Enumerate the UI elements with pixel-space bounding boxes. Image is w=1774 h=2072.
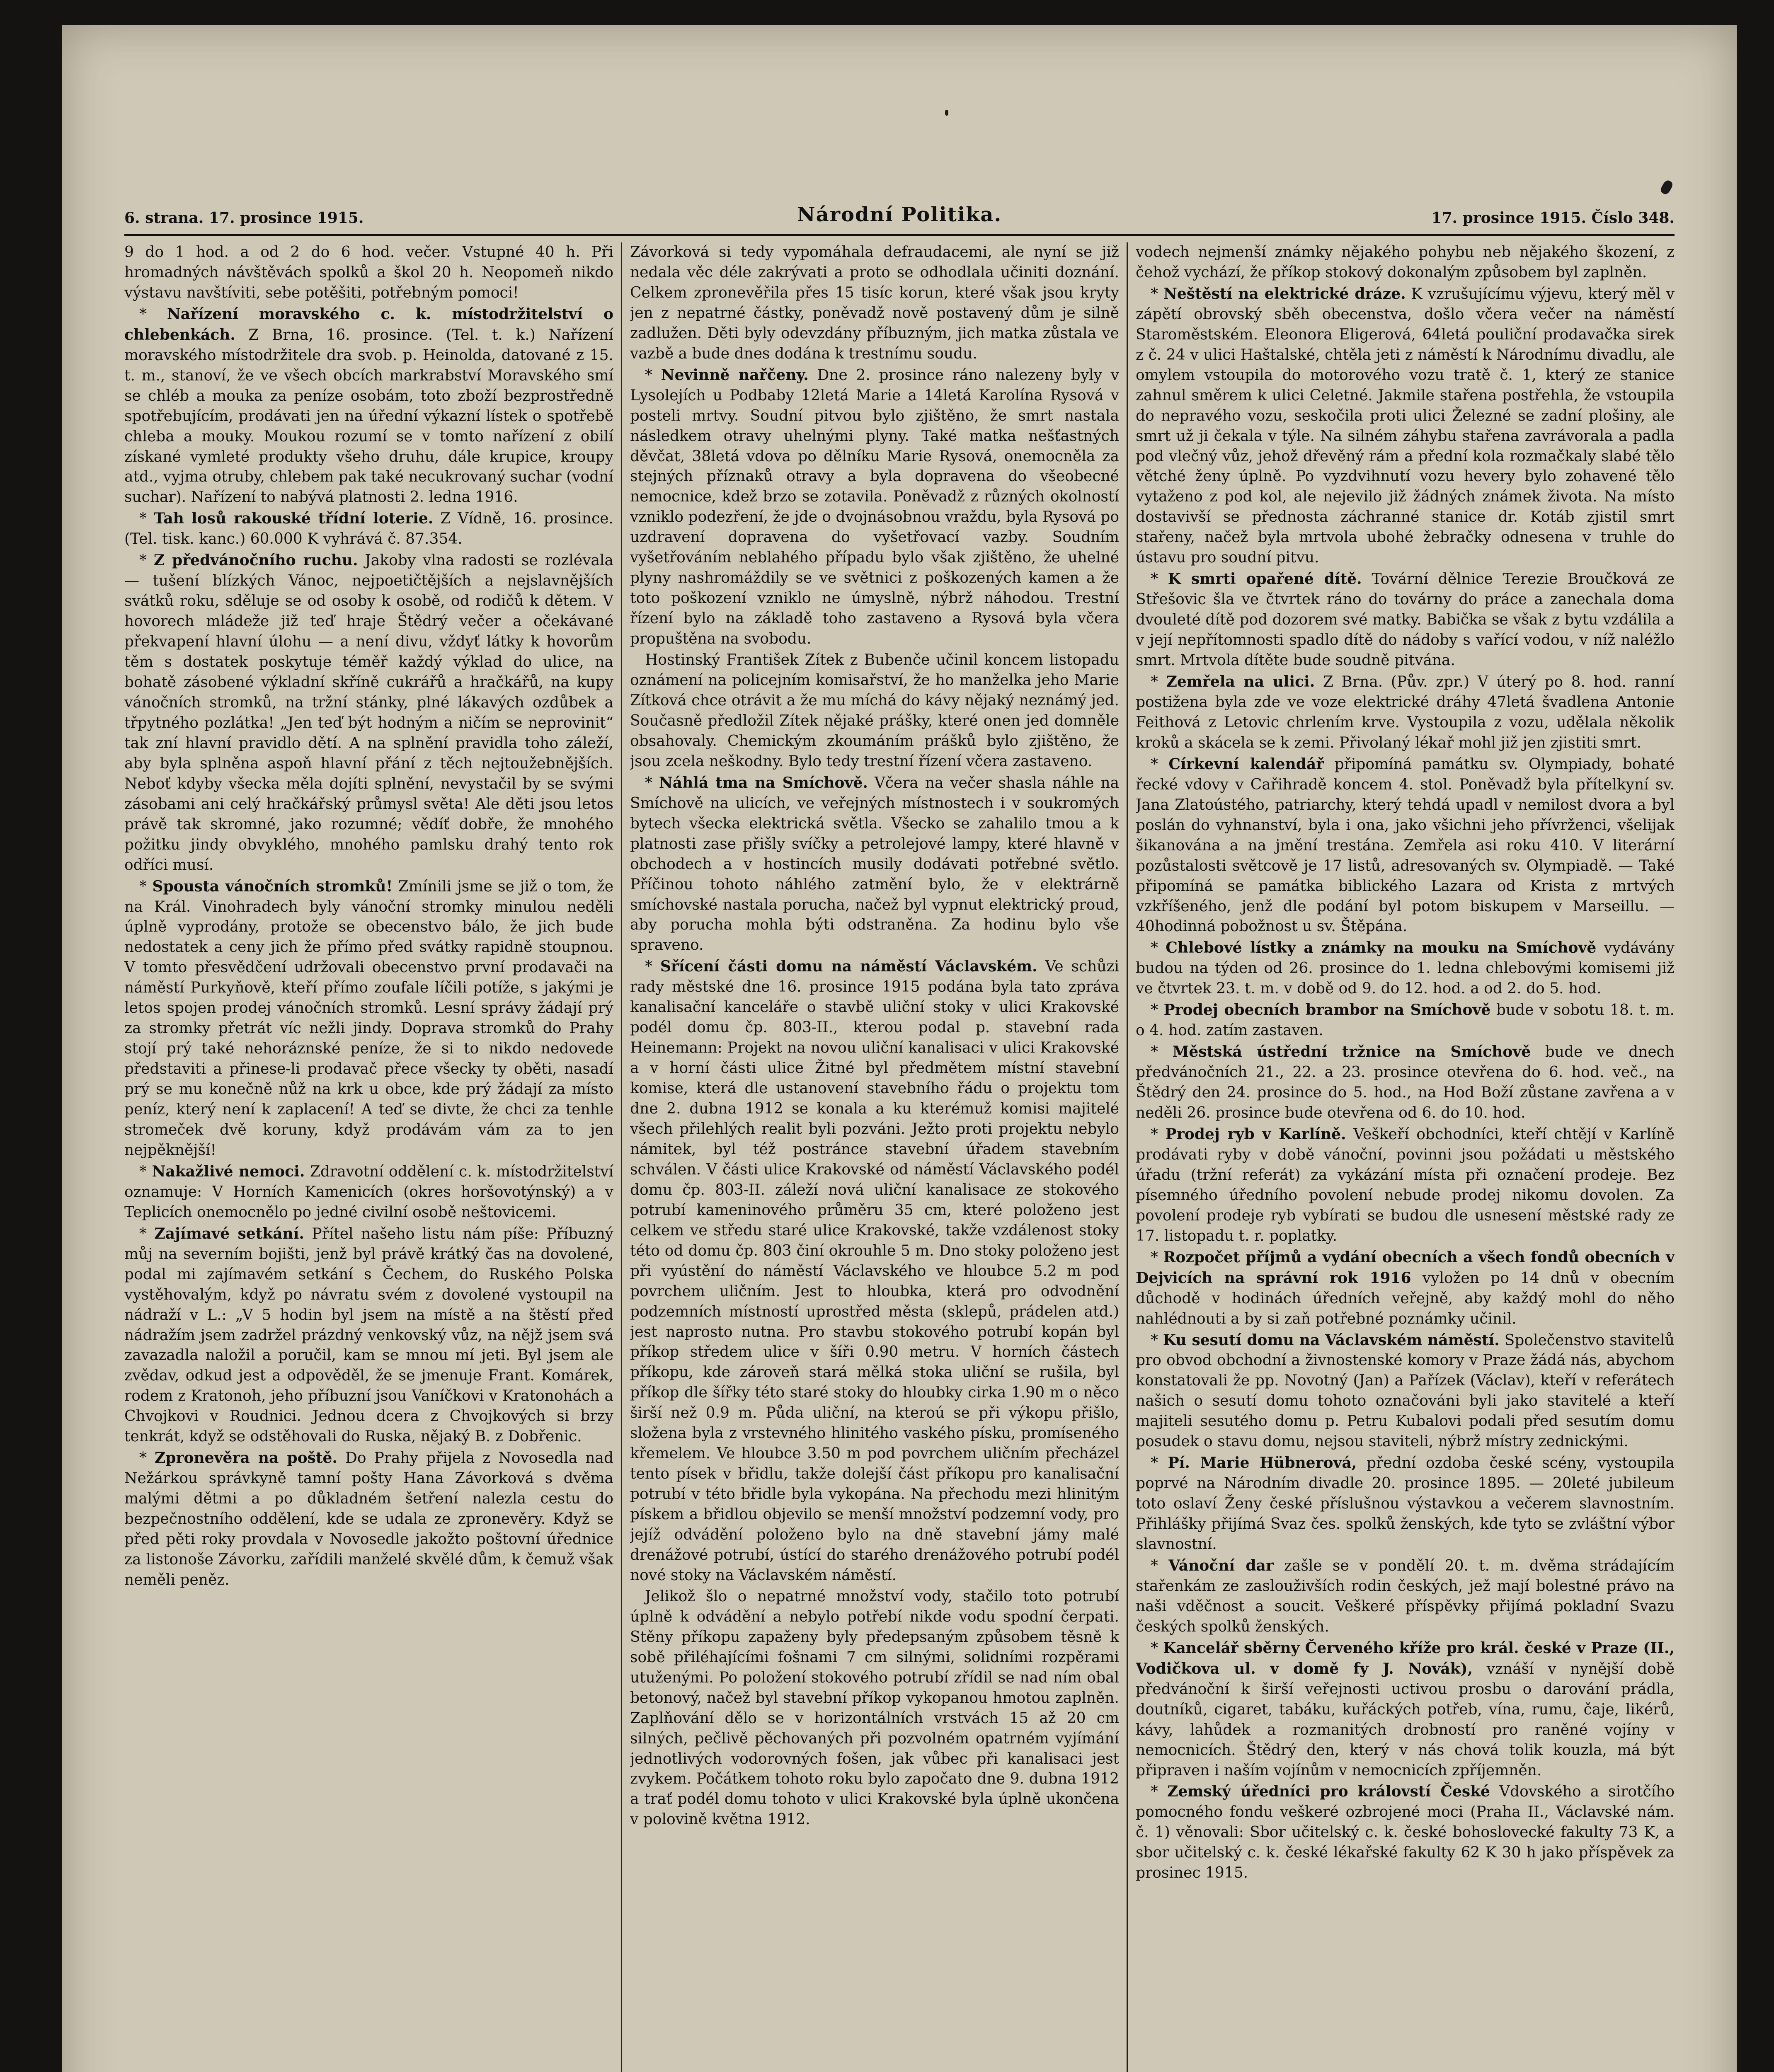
article-paragraph <box>630 242 1119 364</box>
article-text: Jelikož šlo o nepatrné množství vody, stačilo toto potrubí úplně k odvádění a nebylo potřebí nikde vodu spodní čerpati. Stěny příkopu zapaženy byly předepsaným způsobem těsně k sobě přiléhajícími fošnami 7 cm silnými, solidními rozpěrami utuženými. Po položení stokového potrubí zřídil se nad ním obal betonový, načež byl stavební příkop vykopanou hmotou zaplněn. Zaplňování dělo se v horizontálních vrstvách 15 až 20 cm silných, pečlivě pěchovaných při pozvolném opatrném vyjímání jednotlivých vodorovných fošen, jak vůbec při kanalisaci jest zvykem. Počátkem tohoto roku bylo započato dne 9. dubna 1912 a trať podél domu tohoto v ulici Krakovské byla úplně ukončena v polovině května 1912. <box>630 1588 1119 1828</box>
article-paragraph: * Tah losů rakouské třídní loterie. Z Vídně, 16. prosince. (Tel. tisk. kanc.) 60.000 K vyhrává č. 87.354. <box>124 510 613 548</box>
article-heading: Spousta vánočních stromků! <box>152 877 393 895</box>
print-speck <box>945 110 948 116</box>
article-text: zašle se v pondělí 20. t. m. dvěma strádajícím stařenkám ze zaslouživších rodin českých, jež mají bolestné právo na naši vděčnost a soucit. Veškeré příspěvky přijímá pokladní Svazu českých spolků ženských. <box>1136 1557 1675 1635</box>
print-speck <box>1659 179 1674 196</box>
header-right: 17. prosince 1915. Číslo 348. <box>1431 209 1675 227</box>
article-text: Jakoby vlna radosti se rozlévala — tušení blízkých Vánoc, nejpoetičtějších a nejslavnějších svátků roku, sděluje se od osoby k osobě, od rodičů k dětem. V hovorech mládeže již teď hraje Štědrý večer a očekávané překvapení hlavní úlohu — a není divu, vždyť látky k hovorům těm s dostatek poskytuje téměř každý výklad do ulice, na bohatě zásobené výkladní skříně cukrářů a hračkářů, na kupy vánočních stromků, na tržní stánky, plné lákavých ozdůbek a třpytného pozlátka! „Jen teď být hodným a ničím se neprovinit“ tak zní hlavní pravidlo dětí. A na splnění pravidla toho záleží, aby byla splněna aspoň hlavní přání z těch nejtoužebnějších. Neboť kdyby všecka měla dojíti splnění, nevystačil by se svými zásobami ani celý hračkářský průmysl světa! Ale děti jsou letos právě tak skromné, jako rozumné; vědíť dobře, že mnohého požitku jindy obvyklého, mnohého pamlsku drahý tento rok odříci musí. <box>124 552 613 874</box>
article-paragraph: * Chlebové lístky a známky na mouku na Smíchově vydávány budou na týden od 26. prosince do 1. ledna chlebovými komisemi již ve čtvrtek 23. t. m. v době od 9. do 12. hod. a od 2. do 5. hod. <box>1136 939 1675 997</box>
article-text: vodech nejmenší známky nějakého pohybu neb nějakého škození, z čehož vychází, že příkop stokový dokonalým způsobem byl zaplněn. <box>1136 244 1675 281</box>
article-text: Z Brna. (Pův. zpr.) V úterý po 8. hod. ranní postižena byla zde ve voze elektrické dráhy 47letá švadlena Antonie Feithová z Letovic chrlením krve. Vystoupila z vozu, udělala několik kroků a skácela se k zemi. Přivolaný lékař mohl již jen zjistiti smrt. <box>1136 673 1675 751</box>
article-text: bude ve dnech předvánočních 21., 22. a 23. prosince otevřena do 6. hod. več., na Štědrý den 24. prosince do 5. hod., na Hod Boží zůstane zavřena a v neděli 26. prosince bude otevřena od 6. do 10. hod. <box>1136 1043 1675 1122</box>
article-paragraph: * Zajímavé setkání. Přítel našeho listu nám píše: Příbuzný můj na severním bojišti, jenž byl právě krátký čas na dovolené, podal mi zajímavém setkání s Čechem, do Ruského Polska vystěhovalým, když po návratu svém z dovolené vystoupil na nádraží v L.: „V 5 hodin byl jsem na místě a na štěstí před nádražím jsem zadržel prázdný venkovský vůz, na nějž jsem svá zavazadla naložil a poručil, kam se mnou mí jeti. Byl jsem ale zvědav, odkud jest a odpověděl, že se jmenuje Frant. Komárek, rodem z Kratonoh, jeho příbuzní jsou Vaníčkovi v Kratonohách a Chvojkovi v Roudnici. Jednou dcera z Chvojkových si brzy tenkrát, když se odstěhovali do Ruska, nějaký B. z Dobřenic. <box>124 1225 613 1445</box>
article-paragraph: * Městská ústřední tržnice na Smíchově bude ve dnech předvánočních 21., 22. a 23. prosince otevřena do 6. hod. več., na Štědrý den 24. prosince do 5. hod., na Hod Boží zůstane zavřena a v neděli 26. prosince bude otevřena od 6. do 10. hod. <box>1136 1043 1675 1122</box>
article-heading: Městská ústřední tržnice na Smíchově <box>1172 1043 1531 1061</box>
article-paragraph: * Rozpočet příjmů a vydání obecních a všech fondů obecních v Dejvicích na správní rok 1916 vyložen po 14 dnů v obecním důchodě v hodinách úředních veřejně, aby každý mohl do něho nahlédnouti a by si zaň potřebné poznámky učinil. <box>1136 1248 1675 1327</box>
article-paragraph <box>1136 242 1675 283</box>
article-text: Společenstvo stavitelů pro obvod obchodní a živnostenské komory v Praze žádá nás, abychom konstatovali že pp. Novotný (Jan) a Pařízek (Václav), kteří v referátech našich o sesutí domu tohoto označováni byli jako stavitelé a kteří majiteli sesutého domu p. Petru Kubalovi podali před sesutím domu posudek o stavu domu, nejsou staviteli, nýbrž místry zednickými. <box>1136 1331 1675 1450</box>
article-heading: Tah losů rakouské třídní loterie. <box>153 510 434 528</box>
column-1 <box>124 242 613 2072</box>
header-rule <box>124 234 1675 236</box>
article-text: přední ozdoba české scény, vystoupila poprvé na Národním divadle 20. prosince 1895. — 20leté jubileum toto oslaví Ženy české příslušnou výstavkou a večerem slavnostním. Přihlášky přijímá Svaz čes. spolků ženských, kde tyto se zvláštní výbor slavnostní. <box>1136 1455 1675 1553</box>
article-text: K vzrušujícímu výjevu, který měl v zápětí obrovský sběh obecenstva, došlo včera večer na náměstí Staroměstském. Eleonora Eligerová, 64letá pouliční prodavačka sirek z č. 24 v ulici Haštalské, chtěla jeti z náměstí k Národnímu divadlu, ale omylem vstoupila do motorového vozu tratě č. 1, který ze stanice zahnul směrem k ulici Celetné. Jakmile stařena postřehla, že vstoupila do nepravého vozu, seskočila proti ulici Železné se zadní plošiny, ale smrt už ji čekala v týle. Na silném záhybu stařena zavrávorala a padla pod vlečný vůz, jehož dřevěný rám a přední kola rozmačkaly slabé tělo větché ženy úplně. Po vyzdvihnutí vozu hevery bylo zohavené tělo vytaženo z pod kol, ale nejevilo již žádných známek života. Na místo dostavivší se přednosta záchranné stanice dr. Kotáb zjistil smrt stařeny, načež byla mrtvola ubohé žebračky odnesena v truhle do ústavu pro soudní pitvu. <box>1136 285 1675 566</box>
article-text: Tovární dělnice Terezie Broučková ze Střešovic šla ve čtvrtek ráno do továrny do práce a zanechala doma dvouleté dítě pod dozorem své matky. Babička se však z bytu vzdálila a v její nepřítomnosti spadlo dítě do nádoby s vařící vodou, v níž naléžlo smrt. Mrtvola dítěte bude soudně pitvána. <box>1136 571 1675 669</box>
article-heading: Chlebové lístky a známky na mouku na Smíchově <box>1166 939 1597 957</box>
article-heading: Zemřela na ulici. <box>1166 673 1315 691</box>
article-heading: Prodej obecních brambor na Smíchově <box>1163 1001 1491 1019</box>
article-heading: Pí. Marie Hübnerová, <box>1168 1454 1357 1472</box>
article-paragraph <box>630 650 1119 772</box>
column-divider <box>1127 242 1128 2072</box>
article-text: Hostinský František Zítek z Bubenče učinil koncem listopadu oznámení na policejním komisařství, že ho manželka jeho Marie Zítková chce otrávit a že mu míchá do kávy nějaký neznámý jed. Současně předložil Zítek nějaké prášky, které onen jed domněle obsahovaly. Chemickým zkoumáním prášků bylo zjištěno, že jsou zcela neškodny. Bylo tedy trestní řízení včera zastaveno. <box>630 651 1119 770</box>
article-heading: Náhlá tma na Smíchově. <box>659 774 868 792</box>
article-text: připomíná památku sv. Olympiady, bohaté řecké vdovy v Cařihradě koncem 4. stol. Poněvadž byla přítelkyní sv. Jana Zlatoústého, patriarchy, který tehdá upadl v nemilost dvora a byl poslán do vyhnanství, byla i ona, jako všichni jeho přívrženci, všelijak šikanována a na jmění trestána. Zemřela asi roku 410. V literární pozůstalosti světcově je 17 listů, adresovaných sv. Olympiadě. — Také připomíná se památka biblického Lazara od Krista z mrtvých vzkříšeného, jenž dle podání byl potom biskupem v Marseillu. — 40hodinná pobožnost u sv. Štěpána. <box>1136 755 1675 935</box>
article-paragraph: * K smrti opařené dítě. Tovární dělnice Terezie Broučková ze Střešovic šla ve čtvrtek ráno do továrny do práce a zanechala doma dvouleté dítě pod dozorem své matky. Babička se však z bytu vzdálila a v její nepřítomnosti spadlo dítě do nádoby s vařící vodou, v níž naléžlo smrt. Mrtvola dítěte bude soudně pitvána. <box>1136 570 1675 669</box>
article-text: Veškeří obchodníci, kteří chtějí v Karlíně prodávati ryby v době vánoční, povinni jsou požádati u městského úřadu (tržní referát) za vykázání místa při označení prodeje. Bez písemného úředního povolení nebude prodej nikomu dovolen. Za povolení prodeje ryb vybírati se budou dle usnesení městské rady ze 17. listopadu t. r. poplatky. <box>1136 1126 1675 1244</box>
article-text: vydávány budou na týden od 26. prosince do 1. ledna chlebovými komisemi již ve čtvrtek 23. t. m. v době od 9. do 12. hod. a od 2. do 5. hod. <box>1136 939 1675 997</box>
article-text: Závorková si tedy vypomáhala defraudacemi, ale nyní se již nedala věc déle zakrývati a proto se odhodlala učiniti doznání. Celkem zpronevěřila přes 15 tisíc korun, které však jsou kryty jen z nepatrné částky, poněvadž nově postavený dům je silně zadlužen. Děti byly odevzdány příbuzným, jich matka zůstala ve vazbě a bude dnes dodána k trestnímu soudu. <box>630 244 1119 362</box>
article-paragraph: * Neštěstí na elektrické dráze. K vzrušujícímu výjevu, který měl v zápětí obrovský sběh obecenstva, došlo včera večer na náměstí Staroměstském. Eleonora Eligerová, 64letá pouliční prodavačka sirek z č. 24 v ulici Haštalské, chtěla jeti z náměstí k Národnímu divadlu, ale omylem vstoupila do motorového vozu tratě č. 1, který ze stanice zahnul směrem k ulici Celetné. Jakmile stařena postřehla, že vstoupila do nepravého vozu, seskočila proti ulici Železné se zadní plošiny, ale smrt už ji čekala v týle. Na silném záhybu stařena zavrávorala a padla pod vlečný vůz, jehož dřevěný rám a přední kola rozmačkaly slabé tělo větché ženy úplně. Po vyzdvihnutí vozu hevery bylo zohavené tělo vytaženo z pod kol, ale nejevilo již žádných známek života. Na místo dostavivší se přednosta záchranné stanice dr. Kotáb zjistil smrt stařeny, načež byla mrtvola ubohé žebračky odnesena v truhle do ústavu pro soudní pitvu. <box>1136 285 1675 566</box>
article-heading: Kancelář sběrny Červeného kříže pro král. české v Praze (II., Vodičkova ul. v domě fy J. Novák), <box>1136 1639 1675 1677</box>
article-text: vznáší v nynější době předvánoční k širší veřejnosti uctivou prosbu o darování prádla, doutníků, cigaret, tabáku, kuřáckých potřeb, vína, rumu, čaje, likérů, kávy, lahůdek a rozmanitých drobností pro raněné vojíny v nemocnicích. Štědrý den, který v nás chová tolik kouzla, má být připraven i naším vojínům v nemocnicích zpříjemněn. <box>1136 1660 1675 1779</box>
article-heading: Zajímavé setkání. <box>154 1225 304 1242</box>
article-text: 9 do 1 hod. a od 2 do 6 hod. večer. Vstupné 40 h. Při hromadných návštěvách spolků a škol 20 h. Neopomeň nikdo výstavu navštíviti, sebe potěšiti, potřebným pomoci! <box>124 244 613 301</box>
article-heading: Prodej ryb v Karlíně. <box>1165 1125 1346 1143</box>
masthead-title: Národní Politika. <box>797 203 1002 226</box>
article-heading: Nakažlivé nemoci. <box>152 1162 305 1180</box>
article-paragraph: * Nevinně nařčeny. Dne 2. prosince ráno nalezeny byly v Lysolejích u Podbaby 12letá Marie a 14letá Karolína Rysová v posteli mrtvy. Soudní pitvou bylo zjištěno, že smrt nastala následkem otravy uhelnými plyny. Také matka nešťastných děvčat, 38letá vdova po dělníku Marie Rysová, onemocněla za stejných příznaků otravy a byla dopravena do všeobecné nemocnice, kdež brzo se zotavila. Poněvadž z různých okolností vzniklo podezření, že jde o dvojnásobnou vraždu, byla Rysová po uzdravení dopravena do vyšetřovací vazby. Soudním vyšetřováním neblahého případu bylo však zjištěno, že uhelné plyny nashromáždily se ve světnici z poškozených kamen a že toto poškození vzniklo ne úmyslně, nýbrž náhodou. Trestní řízení bylo na základě toho zastaveno a Rysová byla včera propuštěna na svobodu. <box>630 366 1119 648</box>
article-paragraph: * Spousta vánočních stromků! Zmínili jsme se již o tom, že na Král. Vinohradech byly vánoční stromky minulou neděli úplně vyprodány, protože se obecenstvo bálo, že jich bude nedostatek a ceny jich že přímo před svátky rapidně stoupnou. V tomto přesvědčení udržovali obecenstvo první prodavači na náměstí Purkyňově, kteří přímo zoufale líčili potíže, s jakými je letos spojen prodej vánočních stromků. Lesní správy žádají prý za stromky přetrát víc nežli jindy. Doprava stromků do Prahy stojí prý také nehoráznské peníze, že si to nikdo nedovede představiti a přinese-li prodavač přece všecky ty oběti, nasadí prý se mu konečně nůž na krk u obce, kde prý žádají za místo peníz, který není k zaplacení! A teď se divte, že chci za tenhle stromeček dvě koruny, když prodávám vám za to jen nejpěknější! <box>124 877 613 1159</box>
column-divider <box>621 242 622 2072</box>
article-paragraph <box>630 1587 1119 1830</box>
article-heading: Sřícení části domu na náměstí Václavském. <box>660 958 1037 975</box>
article-paragraph: * Kancelář sběrny Červeného kříže pro král. české v Praze (II., Vodičkova ul. v domě fy J. Novák), vznáší v nynější době předvánoční k širší veřejnosti uctivou prosbu o darování prádla, doutníků, cigaret, tabáku, kuřáckých potřeb, vína, rumu, čaje, likérů, kávy, lahůdek a rozmanitých drobností pro raněné vojíny v nemocnicích. Štědrý den, který v nás chová tolik kouzla, má být připraven i naším vojínům v nemocnicích zpříjemněn. <box>1136 1639 1675 1779</box>
article-paragraph: * Církevní kalendář připomíná památku sv. Olympiady, bohaté řecké vdovy v Cařihradě koncem 4. stol. Poněvadž byla přítelkyní sv. Jana Zlatoústého, patriarchy, který tehdá upadl v nemilost dvora a byl poslán do vyhnanství, byla i ona, jako všichni jeho přívrženci, všelijak šikanována a na jmění trestána. Zemřela asi roku 410. V literární pozůstalosti světcově je 17 listů, adresovaných sv. Olympiadě. — Také připomíná se památka biblického Lazara od Krista z mrtvých vzkříšeného, jenž dle podání byl potom biskupem v Marseillu. — 40hodinná pobožnost u sv. Štěpána. <box>1136 755 1675 935</box>
article-heading: Z předvánočního ruchu. <box>153 552 358 569</box>
page-header <box>124 201 1675 234</box>
article-text: Vdovského a sirotčího pomocného fondu veškeré ozbrojené moci (Praha II., Václavské nám. č. 1) věnovali: Sbor učitelský c. k. české bohoslovecké fakulty 73 K, a sbor učitelský c. k. české lékařské fakulty 62 K 30 h jako příspěvek za prosinec 1915. <box>1136 1783 1675 1882</box>
article-paragraph: * Nařízení moravského c. k. místodržitelství o chlebenkách. Z Brna, 16. prosince. (Tel. t. k.) Nařízení moravského místodržitele dra svob. p. Heinolda, datované z 15. t. m., stanoví, že ve všech obcích markrabství Moravského smí se chléb a mouka za peníze osobám, toto zboží bezprostředně spotřebujícím, prodávati jen na úřední výkazní lístek o spotřebě chleba a mouky. Moukou rozumí se v tomto nařízení z obilí získané vymleté produkty všeho druhu, dále krupice, kroupy atd., vyjma otruby, chlebem pak také necukrovaný suchar (vodní suchar). Nařízení to nabývá platnosti 2. ledna 1916. <box>124 305 613 506</box>
article-paragraph: * Zpronevěra na poště. Do Prahy přijela z Novosedla nad Nežárkou správkyně tamní pošty Hana Závorková s dvěma malými dětmi a po důkladném šetření nalezla cestu do bezpečnostního oddělení, kde se udala ze zpronevěry. Když se před pěti roky provdala v Novosedle jakožto poštovní úřednice za listonoše Závorku, zařídili manželé skvělé dům, k čemuž však neměli peněz. <box>124 1449 613 1588</box>
article-text: Včera na večer shasla náhle na Smíchově na ulicích, ve veřejných místnostech i v soukromých bytech všecka elektrická světla. Všecko se zahalilo tmou a k platnosti zase přišly svíčky a petrolejové lampy, které hlavně v obchodech a v hostincích musily dodávati potřebné světlo. Příčinou tohoto náhlého zatmění bylo, že v elektrárně smíchovské nastala porucha, načež byl vypnut elektrický proud, aby porucha mohla býti odstraněna. Za hodinu bylo vše spraveno. <box>630 774 1119 954</box>
article-paragraph: * Náhlá tma na Smíchově. Včera na večer shasla náhle na Smíchově na ulicích, ve veřejných místnostech i v soukromých bytech všecka elektrická světla. Všecko se zahalilo tmou a k platnosti zase přišly svíčky a petrolejové lampy, které hlavně v obchodech a v hostincích musily dodávati potřebné světlo. Příčinou tohoto náhlého zatmění bylo, že v elektrárně smíchovské nastala porucha, načež byl vypnut elektrický proud, aby porucha mohla býti odstraněna. Za hodinu bylo vše spraveno. <box>630 774 1119 954</box>
article-paragraph: * Nakažlivé nemoci. Zdravotní oddělení c. k. místodržitelství oznamuje: V Horních Kamenicích (okres horšovotýnský) a v Teplicích onemocnělo po jedné civilní osobě neštovicemi. <box>124 1162 613 1221</box>
article-heading: Nařízení moravského c. k. místodržitelství o chlebenkách. <box>124 305 613 344</box>
column-3 <box>1136 242 1675 2072</box>
article-paragraph: * Vánoční dar zašle se v pondělí 20. t. m. dvěma strádajícím stařenkám ze zaslouživších rodin českých, jež mají bolestné právo na naši vděčnost a soucit. Veškeré příspěvky přijímá pokladní Svazu českých spolků ženských. <box>1136 1557 1675 1635</box>
article-text: Z Vídně, 16. prosince. (Tel. tisk. kanc.) 60.000 K vyhrává č. 87.354. <box>124 510 613 548</box>
article-text: bude v sobotu 18. t. m. o 4. hod. zatím zastaven. <box>1136 1002 1675 1039</box>
article-text: Z Brna, 16. prosince. (Tel. t. k.) Nařízení moravského místodržitele dra svob. p. Heinolda, datované z 15. t. m., stanoví, že ve všech obcích markrabství Moravského smí se chléb a mouka za peníze osobám, toto zboží bezprostředně spotřebujícím, prodávati jen na úřední výkazní lístek o spotřebě chleba a mouky. Moukou rozumí se v tomto nařízení z obilí získané vymleté produkty všeho druhu, dále krupice, kroupy atd., vyjma otruby, chlebem pak také necukrovaný suchar (vodní suchar). Nařízení to nabývá platnosti 2. ledna 1916. <box>124 326 613 506</box>
column-2 <box>630 242 1119 2072</box>
article-paragraph: * Pí. Marie Hübnerová, přední ozdoba české scény, vystoupila poprvé na Národním divadle 20. prosince 1895. — 20leté jubileum toto oslaví Ženy české příslušnou výstavkou a večerem slavnostním. Přihlášky přijímá Svaz čes. spolků ženských, kde tyto se zvláštní výbor slavnostní. <box>1136 1454 1675 1553</box>
article-text: vyložen po 14 dnů v obecním důchodě v hodinách úředních veřejně, aby každý mohl do něho nahlédnouti a by si zaň potřebné poznámky učinil. <box>1136 1269 1675 1327</box>
article-text: Ve schůzi rady městské dne 16. prosince 1915 podána byla tato zpráva kanalisační kanceláře o stavbě uliční stoky v ulici Krakovské podél domu čp. 803-II., kterou podal p. stavební rada Heinemann: Projekt na novou uliční kanalisaci v ulici Krakovské a v horní části ulice Žitné byl předmětem místní stavební komise, která dle ustanovení stavebního řádu o projektu tom dne 2. dubna 1912 se konala a ku kterémuž komisi majitelé všech přilehlých realit byli pozváni. Ježto proti projektu nebylo námitek, byl též postránce stavební úřadem stavebním schválen. V části ulice Krakovské od náměstí Václavského podél domu čp. 803-II. záleží nová uliční kanalisace ze stokového potrubí kameninového průměru 35 cm, které položeno jest celkem ve středu staré ulice Krakovské, takže vzdálenost stoky této od domu čp. 803 činí okrouhle 5 m. Dno stoky položeno jest při vyústění do náměstí Václavského ve hloubce 5.2 m pod povrchem uličním. Jest to hloubka, která pro odvodnění podzemních místností uprostřed města (sklepů, prádelen atd.) jest naprosto nutna. Pro stavbu stokového potrubí kopán byl příkop středem ulice v šíři 0.90 metru. V horních částech příkopu, kde zároveň stará mělká stoka uliční se rušila, byl příkop dle šířky této staré stoky do hloubky cirka 1.90 m o něco širší než 0.9 m. Půda uliční, na kteroú se při výkopu přišlo, složena byla z vrstevného hlinitého vaského písku, promíseného křemelem. Ve hloubce 3.50 m pod povrchem uličním přecházel tento písek v břidlu, takže dolejší část příkopu pro kanalisační potrubí v této břidle byla vykopána. Na přechodu mezi hlinitým pískem a břidlou objevilo se menší množství podzemní vody, pro jejíž odvádění položeno bylo na dně stavební jámy malé drenážové potrubí, ústící do starého drenážového potrubí podél nové stoky na Václavském náměstí. <box>630 958 1119 1584</box>
article-heading: Neštěstí na elektrické dráze. <box>1163 285 1406 303</box>
article-heading: Rozpočet příjmů a vydání obecních a všech fondů obecních v Dejvicích na správní rok 1916 <box>1136 1248 1675 1287</box>
article-heading: K smrti opařené dítě. <box>1168 570 1362 588</box>
article-paragraph: * Prodej obecních brambor na Smíchově bude v sobotu 18. t. m. o 4. hod. zatím zastaven. <box>1136 1001 1675 1039</box>
article-paragraph: * Ku sesutí domu na Václavském náměstí. Společenstvo stavitelů pro obvod obchodní a živnostenské komory v Praze žádá nás, abychom konstatovali že pp. Novotný (Jan) a Pařízek (Václav), kteří v referátech našich o sesutí domu tohoto označováni byli jako stavitelé a kteří majiteli sesutého domu p. Petru Kubalovi podali před sesutím domu posudek o stavu domu, nejsou staviteli, nýbrž místry zednickými. <box>1136 1331 1675 1450</box>
article-heading: Zpronevěra na poště. <box>155 1449 337 1467</box>
article-text: Zdravotní oddělení c. k. místodržitelství oznamuje: V Horních Kamenicích (okres horšovotýnský) a v Teplicích onemocnělo po jedné civilní osobě neštovicemi. <box>124 1163 613 1221</box>
article-heading: Zemský úředníci pro královstí České <box>1167 1783 1490 1801</box>
header-left: 6. strana. 17. prosince 1915. <box>124 209 364 227</box>
article-paragraph: * Sřícení části domu na náměstí Václavském. Ve schůzi rady městské dne 16. prosince 1915 podána byla tato zpráva kanalisační kanceláře o stavbě uliční stoky v ulici Krakovské podél domu čp. 803-II., kterou podal p. stavební rada Heinemann: Projekt na novou uliční kanalisaci v ulici Krakovské a v horní části ulice Žitné byl předmětem místní stavební komise, která dle ustanovení stavebního řádu o projektu tom dne 2. dubna 1912 se konala a ku kterémuž komisi majitelé všech přilehlých realit byli pozváni. Ježto proti projektu nebylo námitek, byl též postránce stavební úřadem stavebním schválen. V části ulice Krakovské od náměstí Václavského podél domu čp. 803-II. záleží nová uliční kanalisace ze stokového potrubí kameninového průměru 35 cm, které položeno jest celkem ve středu staré ulice Krakovské, takže vzdálenost stoky této od domu čp. 803 činí okrouhle 5 m. Dno stoky položeno jest při vyústění do náměstí Václavského ve hloubce 5.2 m pod povrchem uličním. Jest to hloubka, která pro odvodnění podzemních místností uprostřed města (sklepů, prádelen atd.) jest naprosto nutna. Pro stavbu stokového potrubí kopán byl příkop středem ulice v šíři 0.90 metru. V horních částech příkopu, kde zároveň stará mělká stoka uliční se rušila, byl příkop dle šířky této staré stoky do hloubky cirka 1.90 m o něco širší než 0.9 m. Půda uliční, na kteroú se při výkopu přišlo, složena byla z vrstevného hlinitého vaského písku, promíseného křemelem. Ve hloubce 3.50 m pod povrchem uličním přecházel tento písek v břidlu, takže dolejší část příkopu pro kanalisační potrubí v této břidle byla vykopána. Na přechodu mezi hlinitým pískem a břidlou objevilo se menší množství podzemní vody, pro jejíž odvádění položeno bylo na dně stavební jámy malé drenážové potrubí, ústící do starého drenážového potrubí podél nové stoky na Václavském náměstí. <box>630 958 1119 1584</box>
article-text: Zmínili jsme se již o tom, že na Král. Vinohradech byly vánoční stromky minulou neděli úplně vyprodány, protože se obecenstvo bálo, že jich bude nedostatek a ceny jich že přímo před svátky rapidně stoupnou. V tomto přesvědčení udržovali obecenstvo první prodavači na náměstí Purkyňově, kteří přímo zoufale líčili potíže, s jakými je letos spojen prodej vánočních stromků. Lesní správy žádají prý za stromky přetrát víc nežli jindy. Doprava stromků do Prahy stojí prý také nehoráznské peníze, že si to nikdo nedovede představiti a přinese-li prodavač přece všecky ty oběti, nasadí prý se mu konečně nůž na krk u obce, kde prý žádají za místo peníz, který není k zaplacení! A teď se divte, že chci za tenhle stromeček dvě koruny, když prodávám vám za to jen nejpěknější! <box>124 878 613 1159</box>
article-text: Dne 2. prosince ráno nalezeny byly v Lysolejích u Podbaby 12letá Marie a 14letá Karolína Rysová v posteli mrtvy. Soudní pitvou bylo zjištěno, že smrt nastala následkem otravy uhelnými plyny. Také matka nešťastných děvčat, 38letá vdova po dělníku Marie Rysová, onemocněla za stejných příznaků otravy a byla dopravena do všeobecné nemocnice, kdež brzo se zotavila. Poněvadž z různých okolností vzniklo podezření, že jde o dvojnásobnou vraždu, byla Rysová po uzdravení dopravena do vyšetřovací vazby. Soudním vyšetřováním neblahého případu bylo však zjištěno, že uhelné plyny nashromáždily se ve světnici z poškozených kamen a že toto poškození vzniklo ne úmyslně, nýbrž náhodou. Trestní řízení bylo na základě toho zastaveno a Rysová byla včera propuštěna na svobodu. <box>630 366 1119 648</box>
article-paragraph <box>124 242 613 303</box>
article-paragraph: * Zemský úředníci pro královstí České Vdovského a sirotčího pomocného fondu veškeré ozbrojené moci (Praha II., Václavské nám. č. 1) věnovali: Sbor učitelský c. k. české bohoslovecké fakulty 73 K, a sbor učitelský c. k. české lékařské fakulty 62 K 30 h jako příspěvek za prosinec 1915. <box>1136 1783 1675 1882</box>
article-heading: Vánoční dar <box>1168 1557 1274 1574</box>
article-paragraph: * Zemřela na ulici. Z Brna. (Pův. zpr.) V úterý po 8. hod. ranní postižena byla zde ve voze elektrické dráhy 47letá švadlena Antonie Feithová z Letovic chrlením krve. Vystoupila z vozu, udělala několik kroků a skácela se k zemi. Přivolaný lékař mohl již jen zjistiti smrt. <box>1136 673 1675 751</box>
newspaper-page <box>62 25 1737 2072</box>
article-text: Přítel našeho listu nám píše: Příbuzný můj na severním bojišti, jenž byl právě krátký čas na dovolené, podal mi zajímavém setkání s Čechem, do Ruského Polska vystěhovalým, když po návratu svém z dovolené vystoupil na nádraží v L.: „V 5 hodin byl jsem na místě a na štěstí před nádražím jsem zadržel prázdný venkovský vůz, na nějž jsem svá zavazadla naložil a poručil, kam se mnou mí jeti. Byl jsem ale zvědav, odkud jest a odpověděl, že se jmenuje Frant. Komárek, rodem z Kratonoh, jeho příbuzní jsou Vaníčkovi v Kratonohách a Chvojkovi v Roudnici. Jednou dcera z Chvojkových si brzy tenkrát, když se odstěhovali do Ruska, nějaký B. z Dobřenic. <box>124 1225 613 1445</box>
article-heading: Nevinně nařčeny. <box>661 366 809 384</box>
article-heading: Ku sesutí domu na Václavském náměstí. <box>1163 1331 1500 1349</box>
article-paragraph: * Z předvánočního ruchu. Jakoby vlna radosti se rozlévala — tušení blízkých Vánoc, nejpoetičtějších a nejslavnějších svátků roku, sděluje se od osoby k osobě, od rodičů k dětem. V hovorech mládeže již teď hraje Štědrý večer a očekávané překvapení hlavní úlohu — a není divu, vždyť látky k hovorům těm s dostatek poskytuje téměř každý výklad do ulice, na bohatě zásobené výkladní skříně cukrářů a hračkářů, na kupy vánočních stromků, na tržní stánky, plné lákavých ozdůbek a třpytného pozlátka! „Jen teď být hodným a ničím se neprovinit“ tak zní hlavní pravidlo dětí. A na splnění pravidla toho záleží, aby byla splněna aspoň hlavní přání z těch nejtoužebnějších. Neboť kdyby všecka měla dojíti splnění, nevystačil by se svými zásobami ani celý hračkářský průmysl světa! Ale děti jsou letos právě tak skromné, jako rozumné; vědíť dobře, že mnohého požitku jindy obvyklého, mnohého pamlsku drahý tento rok odříci musí. <box>124 552 613 874</box>
article-text: Do Prahy přijela z Novosedla nad Nežárkou správkyně tamní pošty Hana Závorková s dvěma malými dětmi a po důkladném šetření nalezla cestu do bezpečnostního oddělení, kde se udala ze zpronevěry. Když se před pěti roky provdala v Novosedle jakožto poštovní úřednice za listonoše Závorku, zařídili manželé skvělé dům, k čemuž však neměli peněz. <box>124 1450 613 1588</box>
article-heading: Církevní kalendář <box>1168 755 1324 773</box>
article-paragraph: * Prodej ryb v Karlíně. Veškeří obchodníci, kteří chtějí v Karlíně prodávati ryby v době vánoční, povinni jsou požádati u městského úřadu (tržní referát) za vykázání místa při označení prodeje. Bez písemného úředního povolení nebude prodej nikomu dovolen. Za povolení prodeje ryb vybírati se budou dle usnesení městské rady ze 17. listopadu t. r. poplatky. <box>1136 1125 1675 1244</box>
